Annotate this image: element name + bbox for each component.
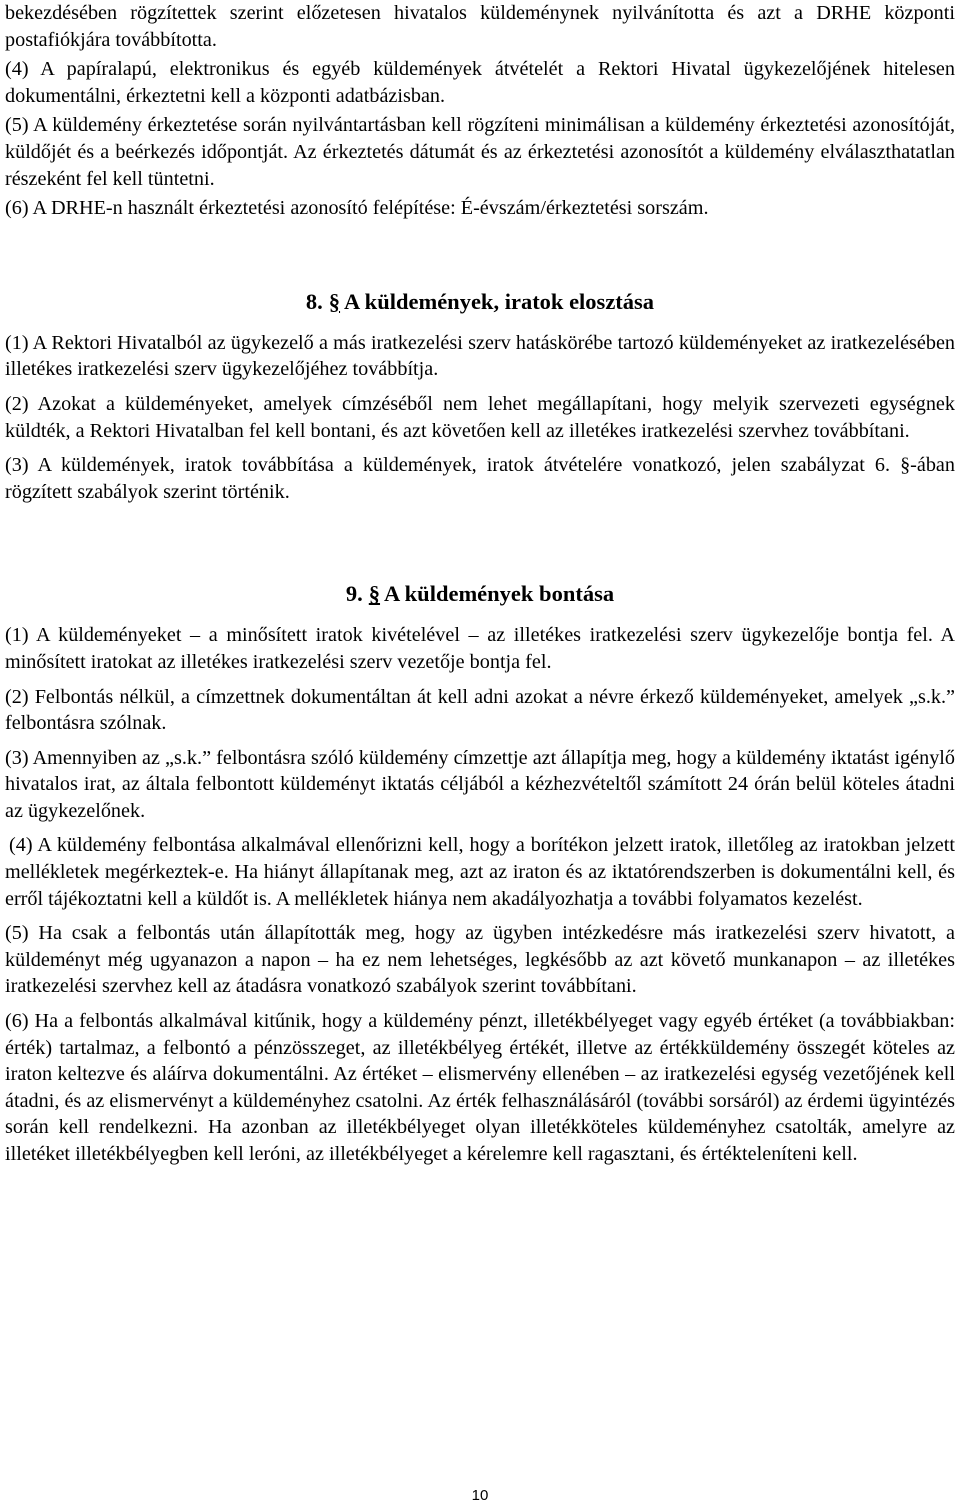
section-9-paragraph-3: (3) Amennyiben az „s.k.” felbontásra szóló küldemény címzettje azt állapítja meg, hogy a küldemény iktatást igénylő hivatalos irat, az általa felbontott küldeményt iktatás céljából a kézhezvételtől számított 24 órán belül köteles átadni az ügykezelőnek. <box>5 746 955 822</box>
paragraph-4: (4) A papíralapú, elektronikus és egyéb küldemények átvételét a Rektori Hivatal ügykezelőjének hitelesen dokumentálni, érkeztetni kell a központi adatbázisban. <box>5 58 955 107</box>
paragraph-6: (6) A DRHE-n használt érkeztetési azonosító felépítése: É-évszám/érkeztetési sorszám. <box>5 197 709 220</box>
section-9-paragraph-2: (2) Felbontás nélkül, a címzettnek dokumentáltan át kell adni azokat a névre érkező küldeményeket, amelyek „s.k.” felbontásra szólnak. <box>5 685 955 735</box>
section-symbol: § <box>368 581 381 607</box>
section-9-number: 9. <box>345 581 363 607</box>
paragraph-5: (5) A küldemény érkeztetése során nyilvántartásban kell rögzíteni minimálisan a küldemény érkeztetési azonosítóját, küldőjét és a beérkezés időpontját. Az érkeztetés dátumát és az érkeztetési azonosítót a küldemény elválaszthatatlan részeként fel kell tüntetni. <box>5 114 955 190</box>
section-symbol: § <box>328 288 341 314</box>
document-page <box>5 0 955 1176</box>
section-8-paragraph-3: (3) A küldemények, iratok továbbítása a küldemények, iratok átvételére vonatkozó, jelen szabályzat 6. §-ában rögzített szabályok szerint történik. <box>5 454 955 503</box>
paragraph-continued: bekezdésében rögzítettek szerint előzetesen hivatalos küldeménynek nyilvánította és azt a DRHE központi postafiókjára továbbította. <box>5 2 955 51</box>
section-9-paragraph-6: (6) Ha a felbontás alkalmával kitűnik, hogy a küldemény pénzt, illetékbélyeget vagy egyéb értéket (a továbbiakban: érték) tartalmaz, a felbontó a pénzösszeget, az illetékbélyeg értékét, illetve az értékküldemény összegét köteles az iraton keltezve és aláírva dokumentálni. Az értéket – elismervény ellenében – az iratkezelési egység vezetőjének kell átadni, és az elismervényt a küldeményhez csatolni. Az érték felhasználásáról (további sorsáról) az érdemi ügyintézés során kell rendelkezni. Ha azonban az illetékbélyeget olyan illetékköteles küldeményhez csatolták, amelyre az illetéket illetékbélyegben kell leróni, az illetékbélyeget a kérelemre kell ragasztani, és értékteleníteni kell. <box>5 1010 955 1165</box>
section-9-paragraph-4: (4) A küldemény felbontása alkalmával ellenőrizni kell, hogy a borítékon jelzett iratok, illetőleg az iratokban jelzett mellékletek megérkeztek-e. Ha hiányt állapítanak meg, azt az iraton és az iktatórendszerben is dokumentálni kell, és erről tájékoztatni kell a küldőt is. A mellékletek hiánya nem akadályozhatja a további folyamatos kezelést. <box>5 834 955 910</box>
section-9-paragraph-1: (1) A küldeményeket – a minősített iratok kivételével – az illetékes iratkezelési szerv ügykezelője bontja fel. A minősített iratokat az illetékes iratkezelési szerv vezetője bontja fel. <box>5 624 955 673</box>
section-8-title: A küldemények, iratok elosztása <box>344 288 655 314</box>
section-8-number: 8. <box>305 288 323 314</box>
section-8-paragraph-2: (2) Azokat a küldeményeket, amelyek címzéséből nem lehet megállapítani, hogy melyik szervezeti egységnek küldték, a Rektori Hivatalban fel kell bontani, és azt követően kell az illetékes iratkezelési szervhez továbbítani. <box>5 392 955 442</box>
page-number: 10 <box>471 1487 489 1504</box>
section-9-heading <box>5 580 955 608</box>
section-8-paragraph-1: (1) A Rektori Hivatalból az ügykezelő a más iratkezelési szerv hatáskörébe tartozó küldeményeket az iratkezelésében illetékes iratkezelési szerv ügykezelőjéhez továbbítja. <box>5 331 955 381</box>
section-9-title: A küldemények bontása <box>384 581 615 607</box>
section-8-heading <box>5 288 955 316</box>
section-9-paragraph-5: (5) Ha csak a felbontás után állapították meg, hogy az ügyben intézkedésre más iratkezelési szerv hivatott, a küldeményt még ugyanazon a napon – ha ez nem lehetséges, legkésőbb az azt követő munkanapon – az illetékes iratkezelési szervhez kell az átadásra vonatkozó szabályok szerint továbbítani. <box>5 922 955 998</box>
